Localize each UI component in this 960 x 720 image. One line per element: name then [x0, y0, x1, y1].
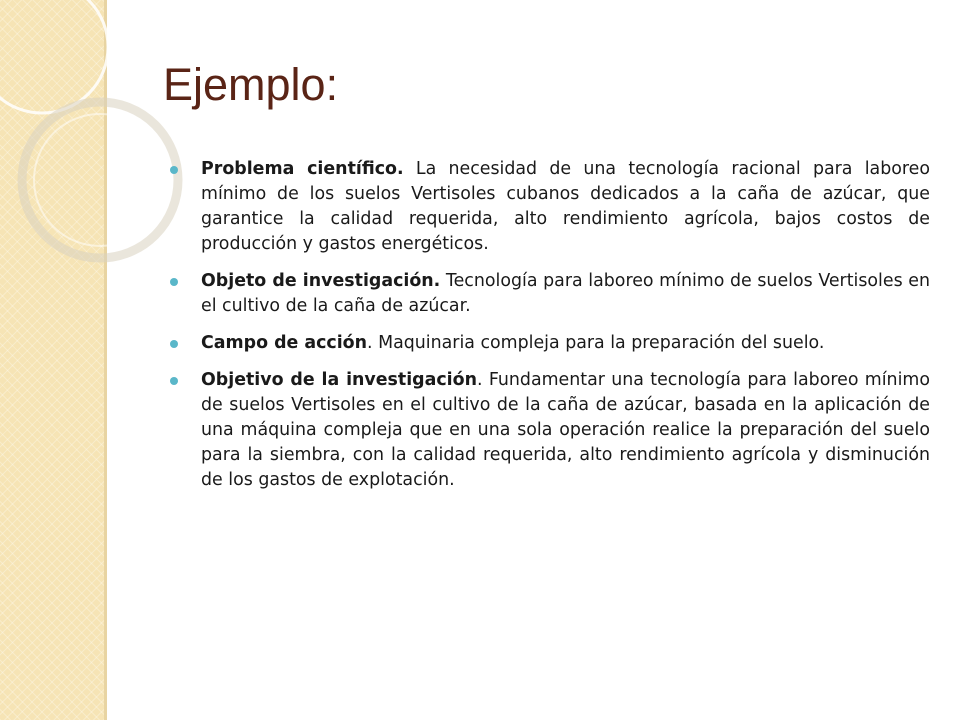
bullet-text: Tecnología para laboreo mínimo de suelos Vertisoles en el cultivo de la caña de azúcar. — [201, 271, 931, 316]
bullet-dot-icon — [170, 340, 178, 348]
bullet-dot-icon — [170, 377, 178, 385]
bullet-list — [170, 157, 930, 505]
bullet-term: Campo de acción — [201, 333, 368, 353]
bullet-dot-icon — [170, 166, 178, 174]
bullet-problema-cientifico — [170, 157, 930, 257]
bullet-text: La necesidad de una tecnología racional para laboreo mínimo de los suelos Vertisoles cubanos dedicados a la caña de azúcar, que garantice la calidad requerida, alto rendimiento agrícola, bajos costos de producción y gastos energéticos. — [201, 159, 930, 254]
bullet-text: . Maquinaria compleja para la preparación del suelo. — [367, 333, 825, 353]
bullet-objetivo-investigacion — [170, 368, 930, 493]
bullet-objeto-investigacion — [170, 269, 930, 319]
slide-title: Ejemplo: — [163, 59, 339, 110]
bullet-dot-icon — [170, 278, 178, 286]
bullet-text: . Fundamentar una tecnología para laboreo mínimo de suelos Vertisoles en el cultivo de la caña de azúcar, basada en la aplicación de una máquina compleja que en una sola operación realice la preparación del suelo para la siembra, con la calidad requerida, alto rendimiento agrícola y disminución de los gastos de explotación. — [201, 370, 930, 490]
bullet-term: Objetivo de la investigación — [201, 370, 477, 390]
bullet-term: Problema científico. — [201, 159, 404, 179]
bullet-campo-accion — [170, 331, 930, 356]
bullet-term: Objeto de investigación. — [201, 271, 441, 291]
